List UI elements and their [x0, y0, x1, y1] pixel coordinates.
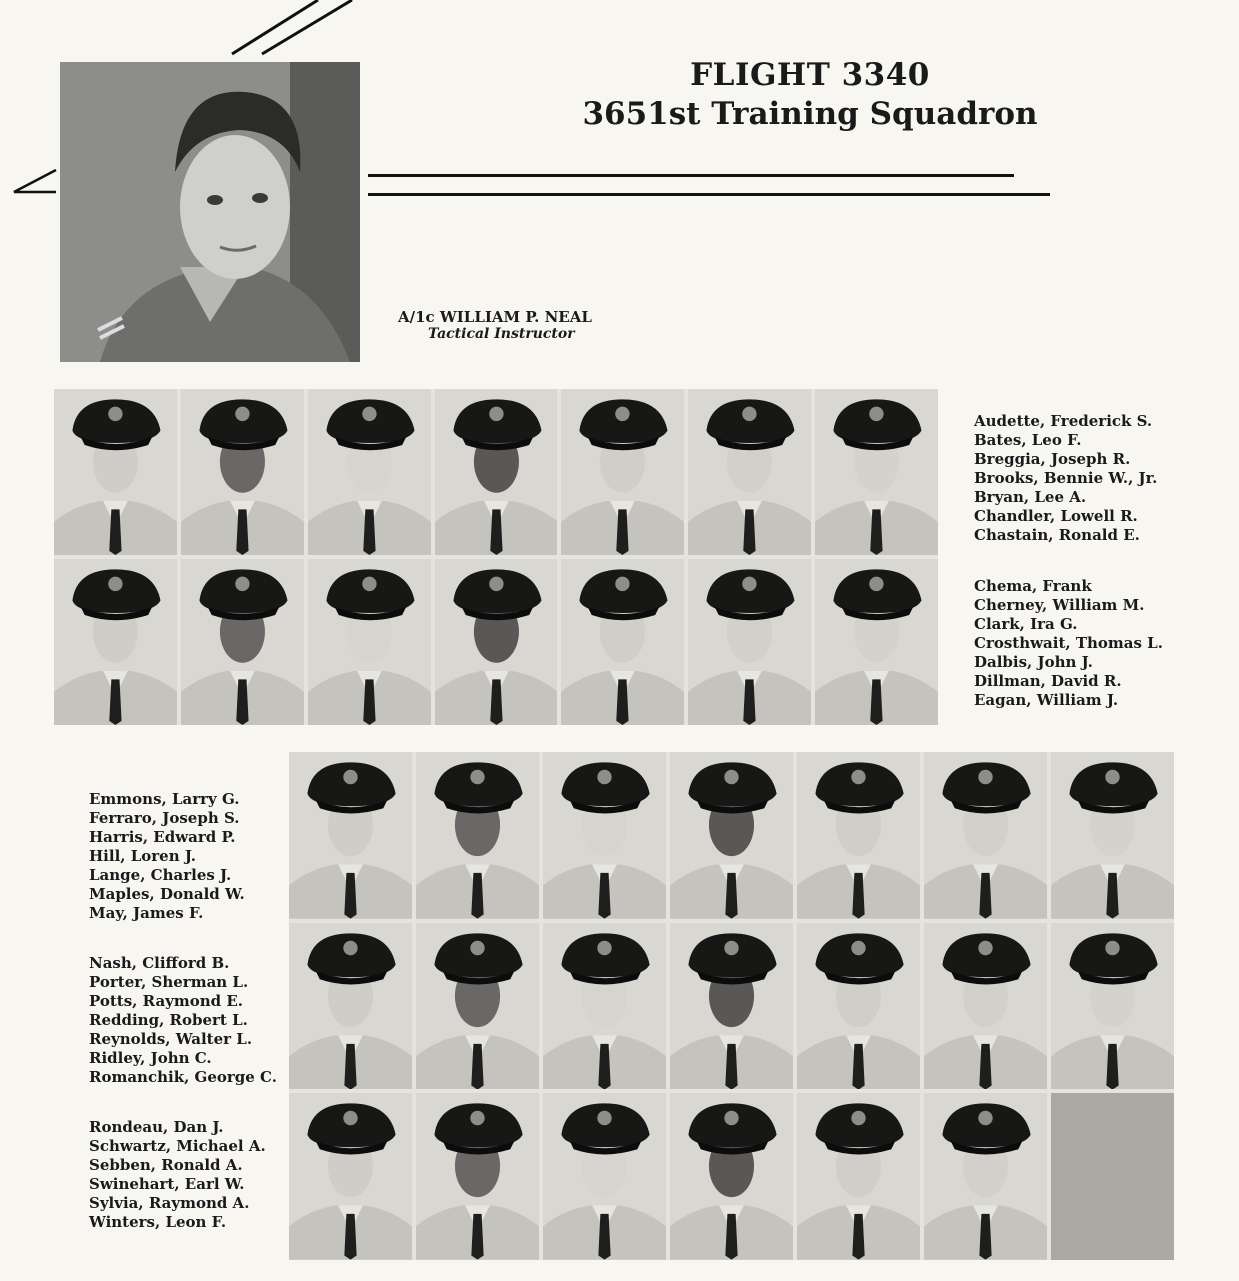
portrait-grid-bottom — [289, 752, 1174, 1260]
name-entry: Sylvia, Raymond A. — [89, 1194, 250, 1212]
instructor-caption — [398, 308, 592, 342]
cadet-portrait — [924, 752, 1047, 919]
cadet-portrait — [308, 389, 431, 555]
name-entry: Brooks, Bennie W., Jr. — [974, 469, 1158, 487]
name-entry: Chandler, Lowell R. — [974, 507, 1138, 525]
name-entry: Harris, Edward P. — [89, 828, 236, 846]
cadet-portrait — [688, 559, 811, 725]
name-entry: Bryan, Lee A. — [974, 488, 1087, 506]
cadet-portrait — [670, 752, 793, 919]
cadet-portrait — [670, 1093, 793, 1260]
name-list-top-2 — [974, 577, 1163, 710]
cadet-portrait — [1051, 752, 1174, 919]
cadet-portrait — [1051, 923, 1174, 1090]
name-entry: Sebben, Ronald A. — [89, 1156, 243, 1174]
name-entry: Ridley, John C. — [89, 1049, 212, 1067]
name-entry: Romanchik, George C. — [89, 1068, 277, 1086]
cadet-portrait — [688, 389, 811, 555]
name-entry: Reynolds, Walter L. — [89, 1030, 253, 1048]
flight-title: FLIGHT 3340 — [690, 57, 930, 93]
instructor-photo — [60, 62, 360, 362]
cadet-portrait — [561, 389, 684, 555]
cadet-portrait — [543, 752, 666, 919]
name-entry: Chastain, Ronald E. — [974, 526, 1140, 544]
name-entry: Dalbis, John J. — [974, 653, 1093, 671]
name-entry: Audette, Frederick S. — [974, 412, 1153, 430]
name-list-left-1 — [89, 790, 245, 923]
cadet-portrait — [289, 752, 412, 919]
portrait-grid-top — [54, 389, 938, 725]
name-entry: Clark, Ira G. — [974, 615, 1078, 633]
name-entry: Eagan, William J. — [974, 691, 1119, 709]
cadet-portrait — [435, 389, 558, 555]
name-entry: Redding, Robert L. — [89, 1011, 248, 1029]
name-entry: Swinehart, Earl W. — [89, 1175, 245, 1193]
cadet-portrait — [181, 389, 304, 555]
empty-portrait-slot — [1051, 1093, 1174, 1260]
cadet-portrait — [797, 752, 920, 919]
page-title — [560, 56, 1060, 134]
cadet-portrait — [289, 1093, 412, 1260]
cadet-portrait — [670, 923, 793, 1090]
name-entry: Nash, Clifford B. — [89, 954, 230, 972]
cadet-portrait — [924, 1093, 1047, 1260]
cadet-portrait — [435, 559, 558, 725]
cadet-portrait — [815, 559, 938, 725]
name-entry: Ferraro, Joseph S. — [89, 809, 240, 827]
instructor-name: A/1c WILLIAM P. NEAL — [398, 308, 592, 326]
name-entry: Rondeau, Dan J. — [89, 1118, 224, 1136]
name-entry: Bates, Leo F. — [974, 431, 1082, 449]
name-list-left-2 — [89, 954, 277, 1087]
name-entry: Breggia, Joseph R. — [974, 450, 1131, 468]
name-entry: Dillman, David R. — [974, 672, 1122, 690]
name-list-top-1 — [974, 412, 1157, 545]
name-entry: Winters, Leon F. — [89, 1213, 227, 1231]
cadet-portrait — [181, 559, 304, 725]
name-entry: Maples, Donald W. — [89, 885, 245, 903]
instructor-role: Tactical Instructor — [428, 326, 575, 342]
title-rule-2 — [368, 193, 1050, 196]
name-entry: Hill, Loren J. — [89, 847, 196, 865]
squadron-title: 3651st Training Squadron — [582, 96, 1038, 132]
name-entry: Cherney, William M. — [974, 596, 1145, 614]
name-entry: Crosthwait, Thomas L. — [974, 634, 1163, 652]
cadet-portrait — [561, 559, 684, 725]
cadet-portrait — [797, 1093, 920, 1260]
name-entry: Schwartz, Michael A. — [89, 1137, 266, 1155]
name-list-left-3 — [89, 1118, 266, 1232]
cadet-portrait — [308, 559, 431, 725]
cadet-portrait — [54, 389, 177, 555]
cadet-portrait — [289, 923, 412, 1090]
cadet-portrait — [543, 1093, 666, 1260]
cadet-portrait — [815, 389, 938, 555]
cadet-portrait — [797, 923, 920, 1090]
name-entry: Porter, Sherman L. — [89, 973, 249, 991]
cadet-portrait — [54, 559, 177, 725]
name-entry: Lange, Charles J. — [89, 866, 232, 884]
name-entry: Emmons, Larry G. — [89, 790, 240, 808]
name-entry: Chema, Frank — [974, 577, 1092, 595]
name-entry: Potts, Raymond E. — [89, 992, 244, 1010]
cadet-portrait — [416, 1093, 539, 1260]
cadet-portrait — [924, 923, 1047, 1090]
cadet-portrait — [543, 923, 666, 1090]
cadet-portrait — [416, 923, 539, 1090]
cadet-portrait — [416, 752, 539, 919]
name-entry: May, James F. — [89, 904, 204, 922]
title-rule-1 — [368, 174, 1014, 177]
